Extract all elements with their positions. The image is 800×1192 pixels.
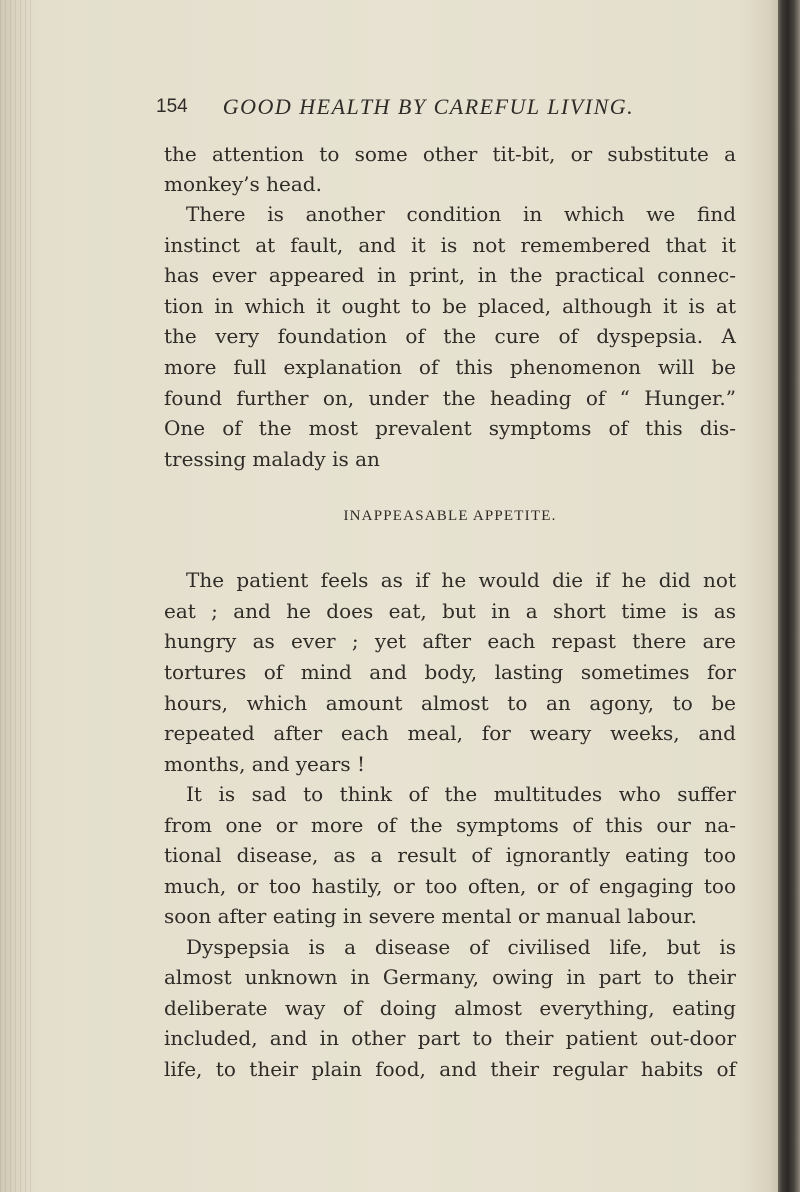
text-line: life, to their plain food, and their regular habits of <box>164 1057 736 1081</box>
page-gutter-edge <box>0 0 34 1192</box>
text-line: more full explanation of this phenomenon will be <box>164 355 736 379</box>
text-line: One of the most prevalent symptoms of this dis- <box>164 416 736 440</box>
text-line: the very foundation of the cure of dyspepsia. A <box>164 324 736 348</box>
text-line: tressing malady is an <box>164 447 380 471</box>
text-line: repeated after each meal, for weary weeks, and <box>164 721 736 745</box>
text-line: months, and years ! <box>164 752 366 776</box>
text-line: hours, which amount almost to an agony, to be <box>164 691 736 715</box>
text-line: the attention to some other tit-bit, or substitute a <box>164 142 736 166</box>
text-line: Dyspepsia is a disease of civilised life, but is <box>186 935 736 959</box>
text-line: deliberate way of doing almost everything, eating <box>164 996 736 1020</box>
book-spine-edge <box>778 0 800 1192</box>
running-title: GOOD HEALTH BY CAREFUL LIVING. <box>222 94 635 119</box>
section-heading: INAPPEASABLE APPETITE. <box>343 508 557 524</box>
text-line: instinct at fault, and it is not remembered that it <box>164 233 736 257</box>
text-line: much, or too hastily, or too often, or of engaging too <box>164 874 736 898</box>
text-line: included, and in other part to their patient out-door <box>164 1026 736 1050</box>
text-line: hungry as ever ; yet after each repast there are <box>164 629 736 653</box>
text-line: found further on, under the heading of “ Hunger.” <box>164 386 736 410</box>
page-header <box>156 94 746 124</box>
text-line: tion in which it ought to be placed, although it is at <box>164 294 736 318</box>
text-line: It is sad to think of the multitudes who suffer <box>186 782 736 806</box>
page-number: 154 <box>156 96 188 117</box>
text-line: tional disease, as a result of ignorantly eating too <box>164 843 736 867</box>
text-line: almost unknown in Germany, owing in part to their <box>164 965 736 989</box>
text-line: There is another condition in which we find <box>186 202 736 226</box>
text-line: soon after eating in severe mental or manual labour. <box>164 904 698 928</box>
text-line: monkey’s head. <box>164 172 322 196</box>
text-line: tortures of mind and body, lasting sometimes for <box>164 660 736 684</box>
text-line: from one or more of the symptoms of this our na- <box>164 813 736 837</box>
text-line: eat ; and he does eat, but in a short time is as <box>164 599 736 623</box>
text-line: has ever appeared in print, in the practical connec- <box>164 263 736 287</box>
text-line: The patient feels as if he would die if he did not <box>186 568 736 592</box>
